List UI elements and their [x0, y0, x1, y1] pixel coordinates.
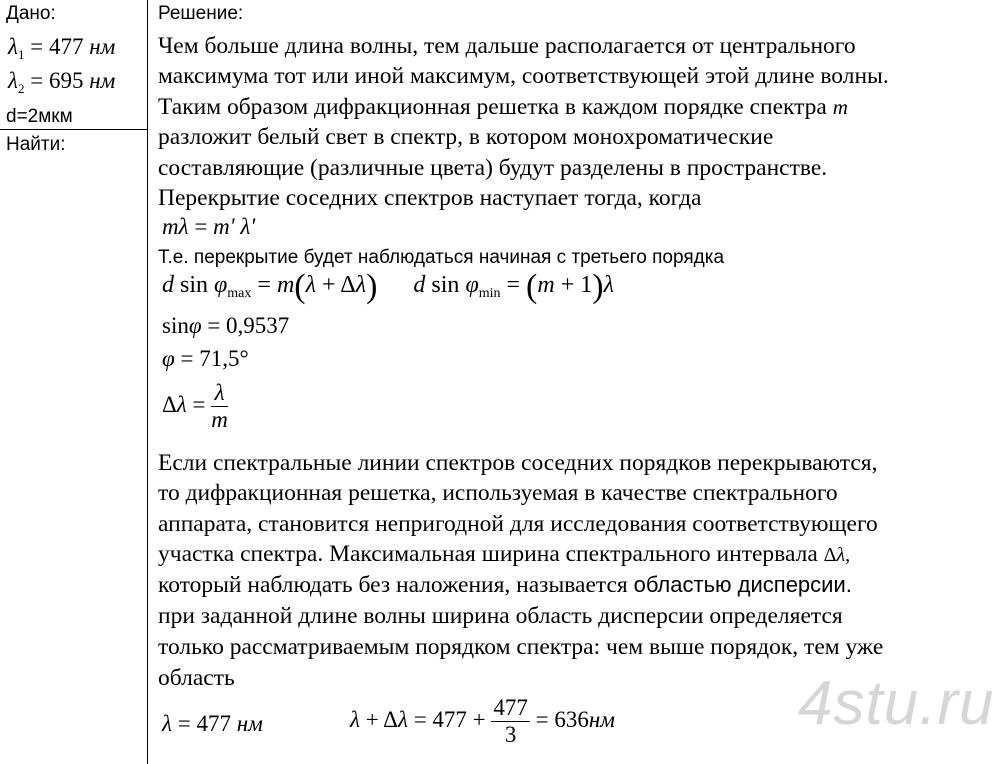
lambda-symbol: λ [8, 68, 18, 93]
explain-line: аппарата, становится непригодной для исследования соответствующего [158, 511, 878, 537]
explain-line: при заданной длине волны ширина область дисперсии определяется [158, 603, 843, 629]
phi-formula: φ = 71,5° [162, 346, 249, 371]
final-fraction [491, 695, 530, 749]
lambda1-unit: нм [89, 34, 116, 59]
final-sum-prefix: = 477 + [413, 707, 486, 733]
lambda1-subscript: 1 [17, 47, 25, 62]
phi-value: = 71,5° [180, 346, 249, 371]
explain-line-text: который наблюдать без наложения, называется [158, 572, 628, 598]
explain-line [158, 572, 852, 599]
watermark-logo: 4stu.ru [798, 669, 995, 738]
final-lambda-value: = 477 [177, 711, 231, 736]
given-divider [0, 129, 147, 130]
lambda2-subscript: 2 [17, 81, 25, 96]
explain-line: то дифракционная решетка, используемая в качестве спектрального [158, 480, 838, 506]
final-sum-formula: λ + Δλ = 477 + $\frac{477}{3}$ = 636нм [350, 695, 615, 748]
overlap-condition-formula: mλ = m' λ' [162, 214, 256, 239]
grating-formula: d $\sin \varphi_{max} = m(\lambda + \Delta\lambda)$ d $\sin \varphi_{min} = (m + 1)\lambda$ [162, 268, 614, 305]
final-result-unit: нм [588, 707, 615, 733]
dispersion-term: областью дисперсии. [633, 572, 852, 597]
final-result: = 636 [535, 707, 589, 733]
intro-line: максимума тот или иной максимум, соответствующей этой длине волны. [158, 63, 889, 89]
explain-line: Если спектральные линии спектров соседних порядков перекрываются, [158, 450, 878, 476]
explain-line-text: участка спектра. Максимальная ширина спектрального интервала [158, 541, 818, 567]
lambda1-value: = 477 [30, 34, 84, 59]
final-fraction-denominator: 3 [504, 722, 517, 748]
lambda-symbol: λ [8, 34, 18, 59]
given-d: d=2мкм [6, 106, 73, 127]
explain-line: только рассматриваемым порядком спектра: чем выше порядок, тем уже [158, 634, 884, 660]
intro-line: Чем больше длина волны, тем дальше располагается от центрального [158, 33, 856, 59]
lambda2-unit: нм [89, 68, 116, 93]
final-lambda-formula: λ = 477 нм [162, 711, 263, 736]
given-lambda1 [8, 34, 115, 63]
find-label: Найти: [6, 134, 66, 155]
m-symbol: m [832, 95, 848, 119]
sin-phi-formula: sinφ = 0,9537 [162, 313, 290, 338]
final-fraction-numerator: 477 [491, 695, 530, 722]
intro-line: разложит белый свет в спектр, в котором монохроматические [158, 124, 774, 150]
given-lambda2 [8, 68, 115, 97]
given-column [0, 0, 148, 764]
lambda2-value: = 695 [30, 68, 84, 93]
solution-label: Решение: [158, 3, 244, 24]
lambda-over-m-fraction: $\frac{\lambda}{m}$ [211, 380, 228, 433]
intro-line [158, 94, 848, 121]
given-label: Дано: [6, 3, 56, 24]
final-lambda-unit: нм [236, 711, 263, 736]
sin-phi-value: = 0,9537 [207, 313, 290, 338]
intro-line: составляющие (различные цвета) будут разделены в пространстве. [158, 155, 828, 181]
explain-line [158, 541, 850, 568]
explain-line: область [158, 665, 235, 691]
delta-lambda-symbol: Δλ, [823, 544, 851, 566]
delta-lambda-formula: Δλ = $\frac{\lambda}{m}$ [162, 380, 228, 433]
overlap-note: Т.е. перекрытие будет наблюдаться начиная с третьего порядка [158, 247, 725, 268]
intro-line-text: Таким образом дифракционная решетка в каждом порядке спектра [158, 94, 827, 120]
intro-line: Перекрытие соседних спектров наступает тогда, когда [158, 185, 702, 211]
